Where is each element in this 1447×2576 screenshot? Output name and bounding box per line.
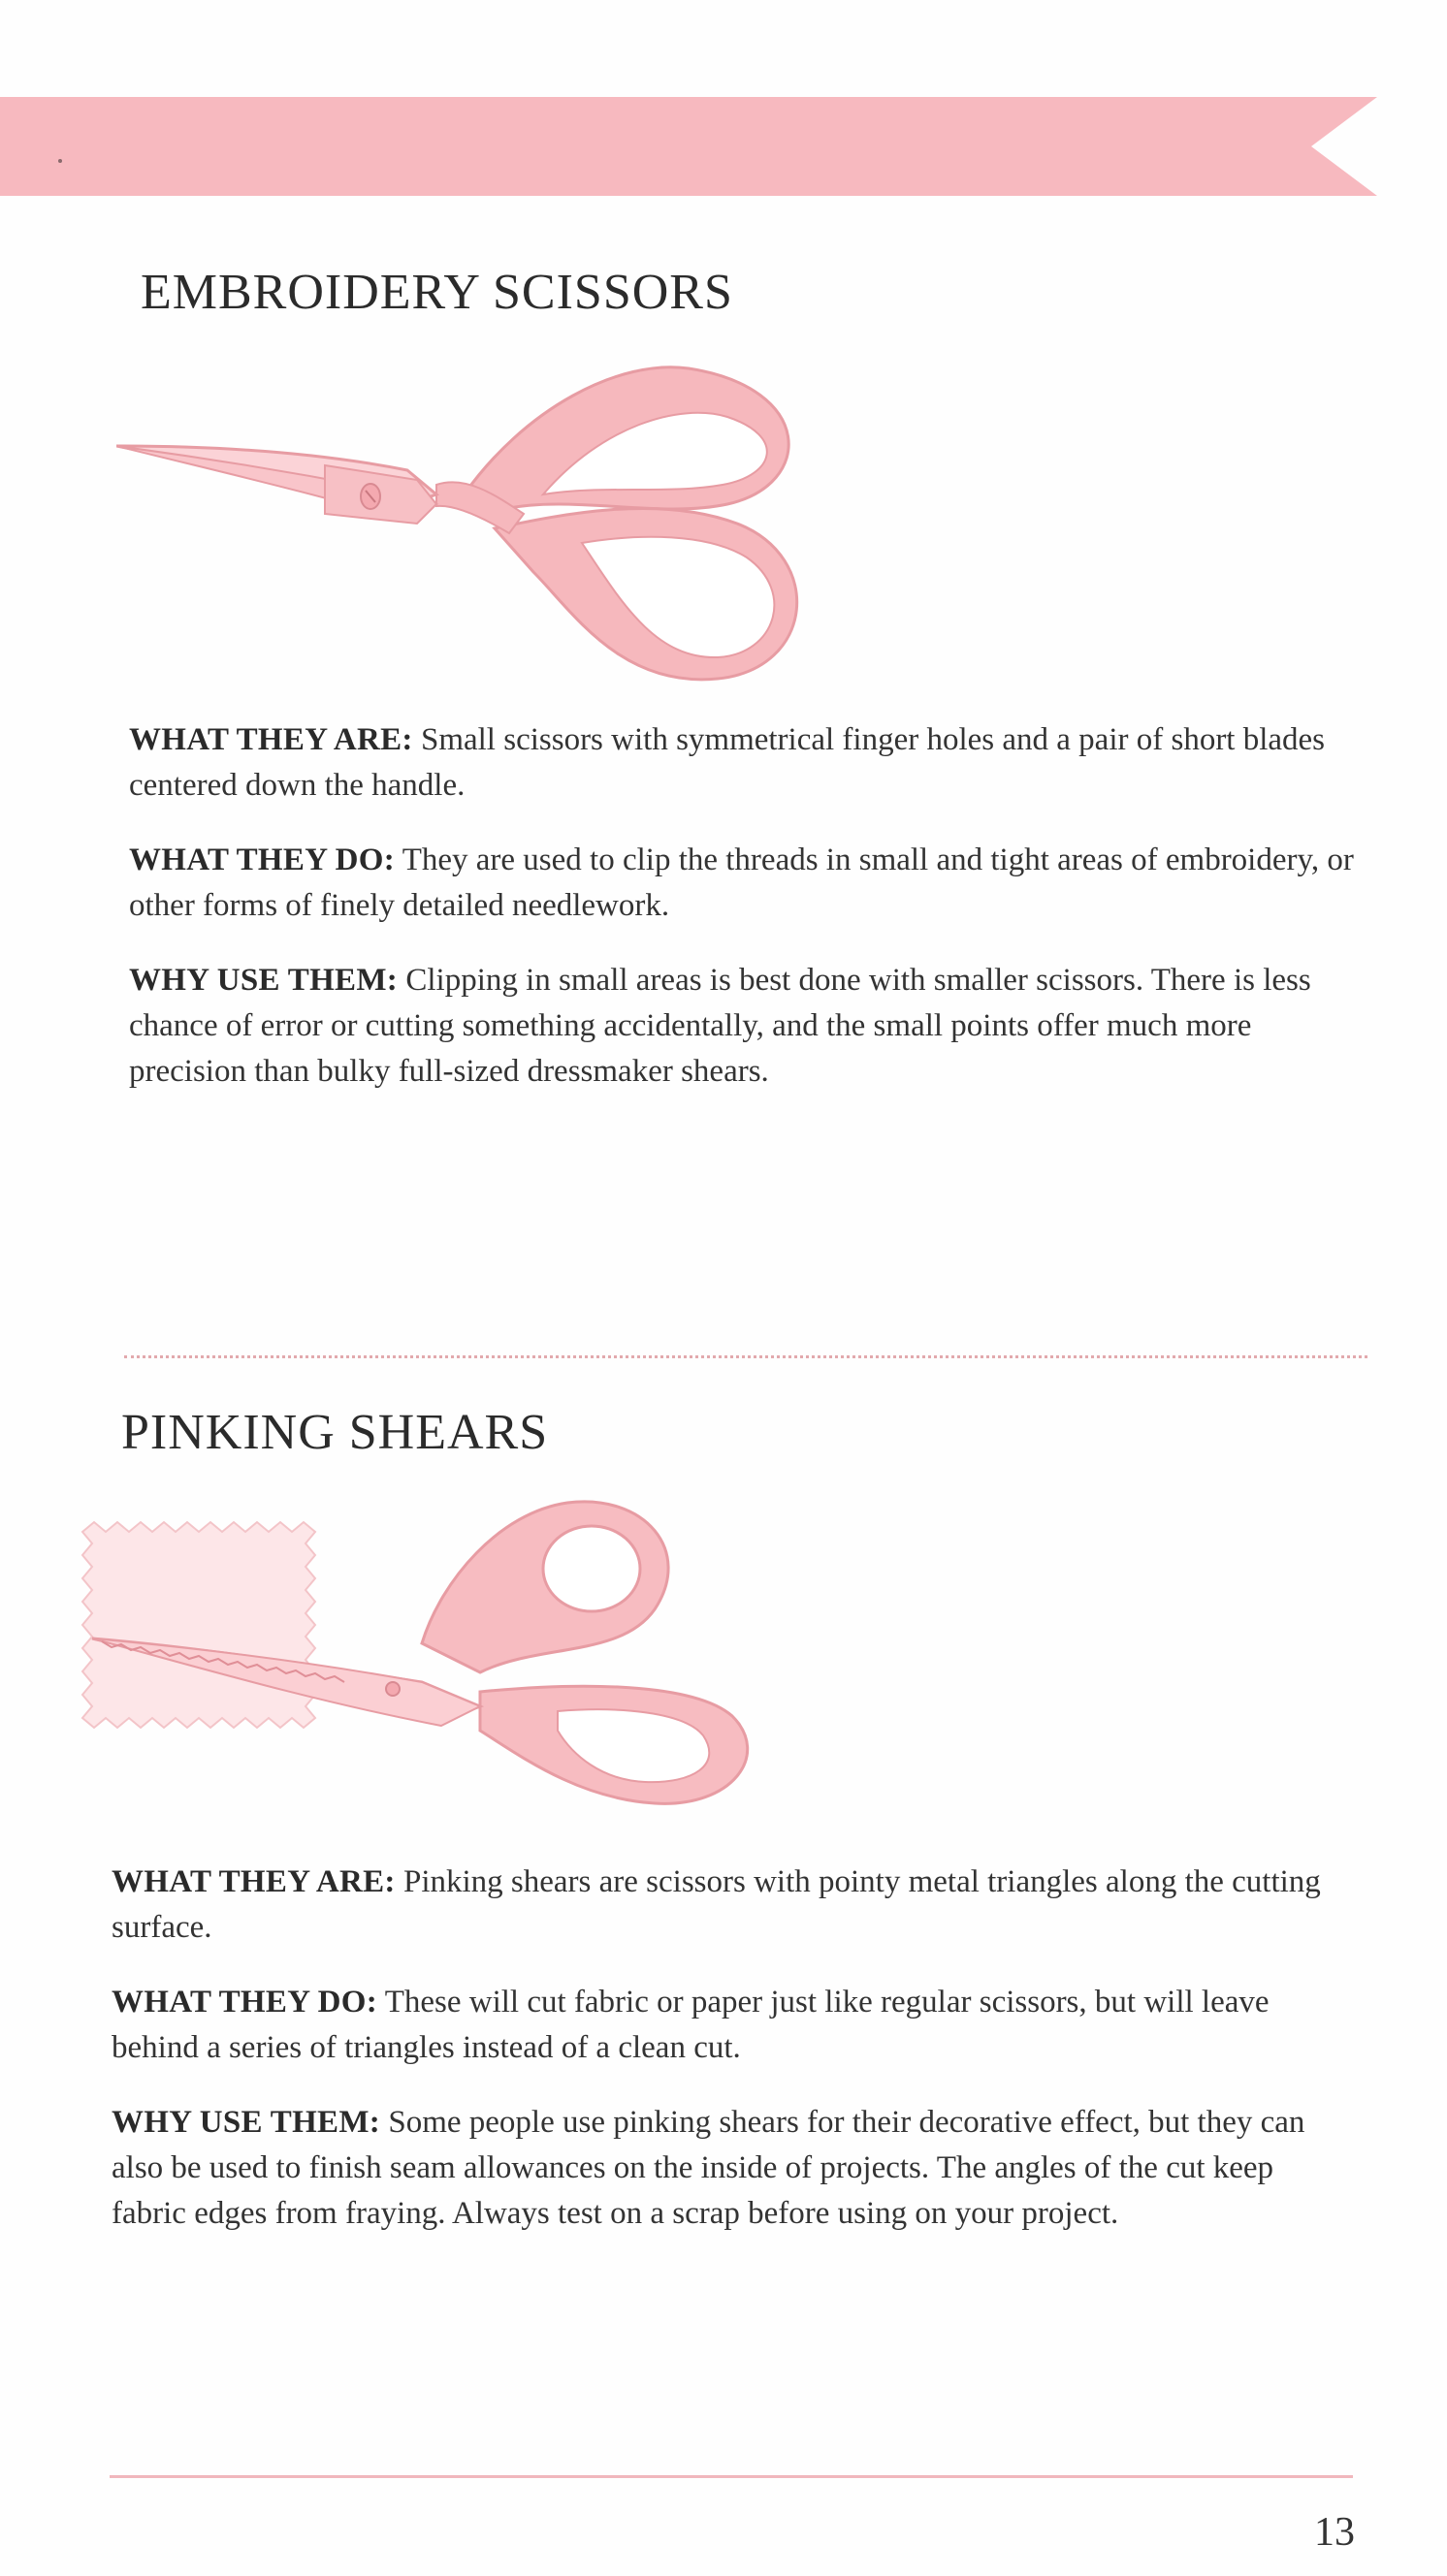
text-what-they-do: These will cut fabric or paper just like regular scissors, but will leave behind a series of triangles instead of a clean cut. — [112, 1985, 1270, 2065]
description-pinking-shears — [112, 1860, 1343, 2266]
paragraph-what-they-are — [112, 1860, 1343, 1951]
description-embroidery-scissors — [129, 717, 1361, 1124]
label-what-they-do: WHAT THEY DO: — [129, 843, 396, 877]
paragraph-why-use-them — [129, 958, 1361, 1095]
section-title-pinking-shears: PINKING SHEARS — [121, 1405, 549, 1460]
pinking-shears-icon — [73, 1474, 771, 1823]
paragraph-what-they-do — [112, 1980, 1343, 2071]
label-what-they-are: WHAT THEY ARE: — [129, 722, 413, 757]
label-what-they-are: WHAT THEY ARE: — [112, 1864, 396, 1899]
footer-rule — [110, 2475, 1353, 2478]
paragraph-what-they-are — [129, 717, 1361, 809]
ribbon-banner — [0, 97, 1377, 196]
text-what-they-do: They are used to clip the threads in small and tight areas of embroidery, or other forms of finely detailed needlework. — [129, 843, 1354, 923]
text-what-they-are: Small scissors with symmetrical finger holes and a pair of short blades centered down the handle. — [129, 722, 1326, 803]
label-why-use-them: WHY USE THEM: — [112, 2105, 381, 2140]
page-number: 13 — [1314, 2510, 1355, 2555]
text-what-they-are: Pinking shears are scissors with pointy metal triangles along the cutting surface. — [112, 1864, 1321, 1945]
section-divider — [124, 1355, 1367, 1358]
embroidery-scissors-icon — [116, 349, 834, 698]
paragraph-what-they-do — [129, 838, 1361, 929]
text-why-use-them: Clipping in small areas is best done with smaller scissors. There is less chance of error or cutting something accidentally, and the small points offer much more precision than bulky full-sized dressmaker shears. — [129, 963, 1311, 1089]
paragraph-why-use-them — [112, 2100, 1343, 2237]
text-why-use-them: Some people use pinking shears for their decorative effect, but they can also be used to finish seam allowances on the inside of projects. The angles of the cut keep fabric edges from fraying. Always test on a scrap before using on your project. — [112, 2105, 1305, 2231]
label-why-use-them: WHY USE THEM: — [129, 963, 399, 998]
label-what-they-do: WHAT THEY DO: — [112, 1985, 378, 2019]
section-title-embroidery-scissors: EMBROIDERY SCISSORS — [141, 265, 733, 320]
